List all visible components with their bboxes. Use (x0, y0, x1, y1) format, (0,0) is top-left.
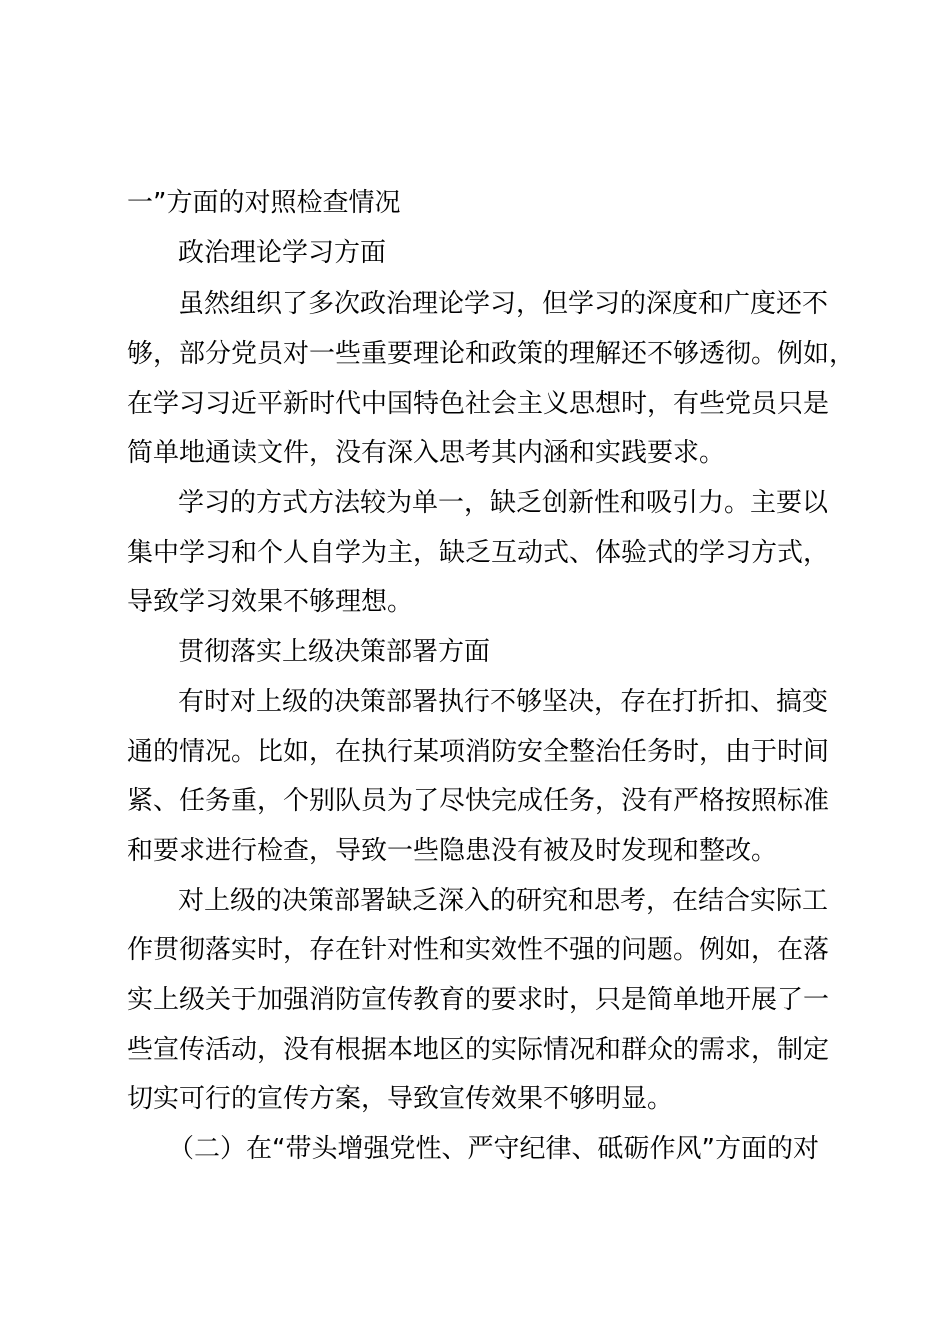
section-heading: （二）在“带头增强党性、严守纪律、砥砺作风”方面的对 (168, 1134, 819, 1164)
text-line: 简单地通读文件，没有深入思考其内涵和实践要求。 (127, 438, 726, 468)
text-line: 通的情况。比如，在执行某项消防安全整治任务时，由于时间 (127, 737, 830, 767)
section-heading: 贯彻落实上级决策部署方面 (178, 637, 491, 667)
text-line: 在学习习近平新时代中国特色社会主义思想时，有些党员只是 (127, 389, 830, 419)
section-heading: 政治理论学习方面 (178, 238, 387, 268)
text-line: 一”方面的对照检查情况 (127, 188, 401, 218)
text-line: 导致学习效果不够理想。 (127, 587, 414, 617)
text-line: 和要求进行检查，导致一些隐患没有被及时发现和整改。 (127, 836, 778, 866)
text-line: 些宣传活动，没有根据本地区的实际情况和群众的需求，制定 (127, 1035, 830, 1065)
text-line: 紧、任务重，个别队员为了尽快完成任务，没有严格按照标准 (127, 786, 830, 816)
text-line: 有时对上级的决策部署执行不够坚决，存在打折扣、搞变 (178, 687, 829, 717)
text-line: 虽然组织了多次政治理论学习，但学习的深度和广度还不 (178, 289, 829, 319)
text-line: 集中学习和个人自学为主，缺乏互动式、体验式的学习方式， (127, 538, 830, 568)
text-line: 实上级关于加强消防宣传教育的要求时，只是简单地开展了一 (127, 985, 830, 1015)
text-line: 学习的方式方法较为单一，缺乏创新性和吸引力。主要以 (178, 488, 829, 518)
text-line: 够，部分党员对一些重要理论和政策的理解还不够透彻。例如， (127, 339, 856, 369)
text-line: 切实可行的宣传方案，导致宣传效果不够明显。 (127, 1084, 674, 1114)
text-line: 作贯彻落实时，存在针对性和实效性不强的问题。例如，在落 (127, 935, 830, 965)
text-line: 对上级的决策部署缺乏深入的研究和思考，在结合实际工 (178, 886, 829, 916)
